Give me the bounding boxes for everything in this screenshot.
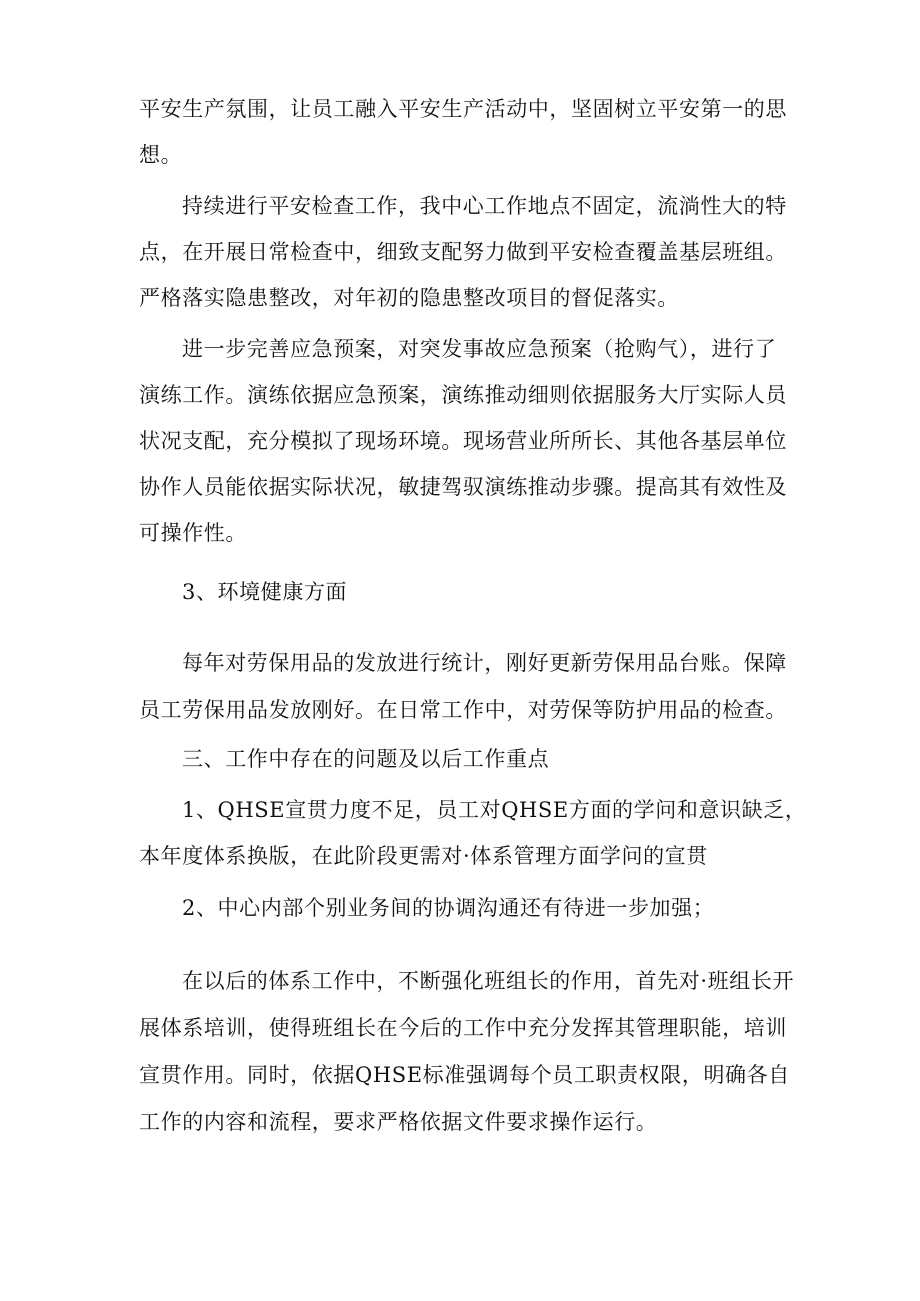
section-heading-problems: 三、工作中存在的问题及以后工作重点 bbox=[182, 747, 550, 771]
paragraph-1-line-2: 想。 bbox=[139, 143, 183, 167]
paragraph-3-line-4: 协作人员能依据实际状况，敏捷驾驭演练推动步骤。提高其有效性及 bbox=[139, 475, 787, 499]
paragraph-7-line-4: 工作的内容和流程，要求严格依据文件要求操作运行。 bbox=[139, 1110, 658, 1134]
paragraph-2-line-1: 持续进行平安检查工作，我中心工作地点不固定，流淌性大的特 bbox=[182, 194, 787, 218]
paragraph-6-line-1: 2、中心内部个别业务间的协调沟通还有待进一步加强； bbox=[182, 896, 715, 920]
paragraph-3-line-1: 进一步完善应急预案，对突发事故应急预案（抢购气），进行了 bbox=[182, 337, 777, 361]
paragraph-2-line-2: 点，在开展日常检查中，细致支配努力做到平安检查覆盖基层班组。 bbox=[139, 240, 787, 264]
section-heading-environment-health: 3、环境健康方面 bbox=[182, 580, 348, 604]
paragraph-7-line-1: 在以后的体系工作中，不断强化班组长的作用，首先对·班组长开 bbox=[182, 969, 795, 993]
paragraph-2-line-3: 严格落实隐患整改，对年初的隐患整改项目的督促落实。 bbox=[139, 286, 679, 310]
paragraph-7-line-3: 宣贯作用。同时，依据QHSE标准强调每个员工职责权限，明确各自 bbox=[139, 1063, 790, 1087]
paragraph-4-line-1: 每年对劳保用品的发放进行统计，刚好更新劳保用品台账。保障 bbox=[182, 651, 787, 675]
paragraph-5-line-1: 1、QHSE宣贯力度不足，员工对QHSE方面的学问和意识缺乏， bbox=[182, 798, 807, 822]
paragraph-7-line-2: 展体系培训，使得班组长在今后的工作中充分发挥其管理职能，培训 bbox=[139, 1016, 787, 1040]
paragraph-4-line-2: 员工劳保用品发放刚好。在日常工作中，对劳保等防护用品的检查。 bbox=[139, 698, 787, 722]
paragraph-3-line-3: 状况支配，充分模拟了现场环境。现场营业所所长、其他各基层单位 bbox=[139, 429, 787, 453]
paragraph-5-line-2: 本年度体系换版，在此阶段更需对·体系管理方面学问的宣贯 bbox=[139, 844, 708, 868]
paragraph-3-line-2: 演练工作。演练依据应急预案，演练推动细则依据服务大厅实际人员 bbox=[139, 383, 787, 407]
paragraph-3-line-5: 可操作性。 bbox=[139, 521, 247, 545]
paragraph-1-line-1: 平安生产氛围，让员工融入平安生产活动中，坚固树立平安第一的思 bbox=[139, 97, 787, 121]
